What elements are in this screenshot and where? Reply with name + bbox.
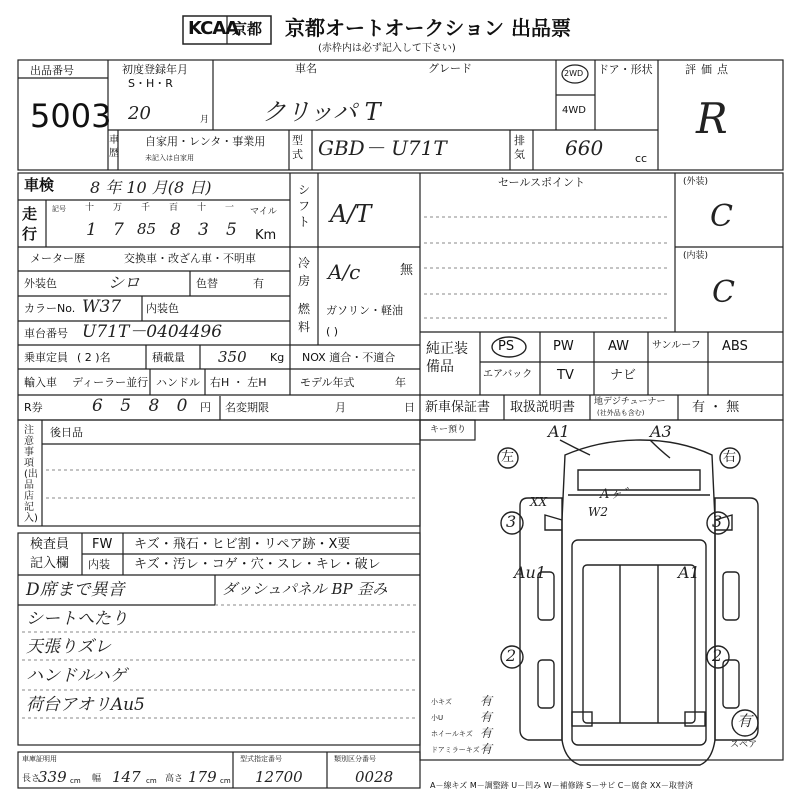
mileage-unit-2: 万 xyxy=(113,203,123,213)
interior-score-label: (内装) xyxy=(683,251,709,261)
reg-month-unit: 月 xyxy=(200,115,210,125)
small-scratch-value: 有 xyxy=(480,694,493,708)
mileage-digit: 8 xyxy=(170,220,181,240)
length-label: 長さ xyxy=(22,774,41,784)
inspector-label-2: 記入欄 xyxy=(30,556,70,571)
length-unit: cm xyxy=(70,777,81,785)
grade-label: グレード xyxy=(428,62,472,75)
width-unit: cm xyxy=(146,777,157,785)
recycle-label: R券 xyxy=(24,401,43,414)
small-u-label: 小U xyxy=(431,714,444,722)
ext-color-label: 外装色 xyxy=(24,277,57,290)
yes-no-label: 有 ・ 無 xyxy=(692,400,740,415)
model-label: 型式 xyxy=(292,134,303,161)
interior-inspect-label: 内装 xyxy=(88,558,110,571)
door-label: ドア・形状 xyxy=(598,63,653,76)
shift-label: シフト xyxy=(298,183,311,229)
ac-value: A/c xyxy=(328,260,361,284)
mileage-unit-4: 百 xyxy=(169,203,179,213)
left-side-label: 左 xyxy=(501,450,515,465)
history-label: 車歴 xyxy=(109,135,119,159)
width-value: 147 xyxy=(112,768,141,786)
capacity-value: ( 2 )名 xyxy=(77,351,111,364)
inspector-comment: シートへたり xyxy=(26,609,128,629)
mileage-digit: 85 xyxy=(137,220,157,238)
displacement-value: 660 xyxy=(565,136,604,160)
ac-label: 冷房 xyxy=(298,256,311,288)
width-label: 幅 xyxy=(92,774,102,784)
drive-2wd: 2WD xyxy=(564,69,584,78)
load-label: 積載量 xyxy=(152,351,185,364)
equip-aw: AW xyxy=(608,339,630,354)
warranty-label: 新車保証書 xyxy=(425,400,491,415)
reg-era: S・H・R xyxy=(128,77,173,90)
color-change-label: 色替 xyxy=(196,277,218,290)
lot-number: 5003 xyxy=(30,97,112,135)
mileage-digit: 3 xyxy=(198,220,209,240)
form-title: 京都オートオークション 出品票 xyxy=(285,16,571,40)
mileage-unit-0: 記号 xyxy=(52,205,66,213)
damage-mark: Au1 xyxy=(514,563,547,582)
inspector-comment: D席まで異音 xyxy=(26,580,125,600)
handle-label: ハンドル xyxy=(156,376,200,389)
class-no-value: 0028 xyxy=(355,768,394,786)
equip-pw: PW xyxy=(553,339,574,354)
mileage-label: 走行 xyxy=(22,205,38,243)
capacity-label: 乗車定員 xyxy=(24,351,68,364)
mirror-scratch-value: 有 xyxy=(480,742,493,756)
ext-color-value: シロ xyxy=(108,273,141,292)
inspector-comment: ハンドルハゲ xyxy=(26,666,127,686)
reg-year: 20 xyxy=(128,103,151,124)
class-no-label: 類別区分番号 xyxy=(334,755,376,763)
reg-label: 初度登録年月 xyxy=(122,63,188,76)
height-unit: cm xyxy=(220,777,231,785)
score-label: 評価点 xyxy=(685,63,733,76)
mileage-unit-3: 千 xyxy=(141,203,151,213)
damage-legend: A－線キズ M－調整跡 U－凹み W－補修跡 S－サビ C－腐食 XX－取替済 xyxy=(430,781,693,790)
color-change-value: 有 xyxy=(253,277,264,290)
color-code-value: W37 xyxy=(82,297,122,317)
height-label: 高さ xyxy=(165,774,184,784)
mirror-scratch-label: ドアミラーキズ xyxy=(431,746,480,754)
chassis-value: U71T－0404496 xyxy=(82,322,223,342)
equip-ps: PS xyxy=(498,339,515,354)
damage-mark: A1 xyxy=(548,422,570,441)
interior-color-label: 内装色 xyxy=(146,302,179,315)
shift-value: A/T xyxy=(330,200,372,228)
small-u-value: 有 xyxy=(480,710,493,724)
car-name-label: 車名 xyxy=(295,62,317,75)
cert-label: 車庫証明用 xyxy=(22,755,57,763)
chassis-label: 車台番号 xyxy=(24,327,68,340)
height-value: 179 xyxy=(188,768,217,786)
model-value: GBD－ U71T xyxy=(318,136,447,160)
model-year-unit: 年 xyxy=(395,376,406,389)
interior-legend: キズ・汚レ・コゲ・穴・スレ・キレ・破レ xyxy=(134,557,381,572)
damage-mark: Aヶ゛ xyxy=(600,487,636,502)
mileage-unit-1: 十 xyxy=(85,203,95,213)
type-no-value: 12700 xyxy=(255,768,303,786)
interior-score-value: C xyxy=(712,275,735,310)
mileage-unit-7: マイル xyxy=(250,207,277,217)
fw-legend: キズ・飛石・ヒビ割・リペア跡・X要 xyxy=(134,537,351,552)
digital-tuner-note: (社外品も含む) xyxy=(597,409,645,417)
exterior-score-value: C xyxy=(710,199,733,234)
displacement-label: 排気 xyxy=(514,134,525,161)
damage-mark: 3 xyxy=(712,512,723,531)
damage-mark: 3 xyxy=(506,512,517,531)
spare-label: スペア xyxy=(730,740,758,750)
damage-mark: 2 xyxy=(712,646,723,665)
nox-label: NOX 適合・不適合 xyxy=(302,351,396,364)
key-label: キー預り xyxy=(430,425,467,435)
spare-value: 有 xyxy=(737,712,753,730)
exterior-score-label: (外装) xyxy=(683,177,709,187)
damage-mark: A1 xyxy=(678,563,700,582)
wheel-scratch-value: 有 xyxy=(480,726,493,740)
history-note: 未記入は自家用 xyxy=(145,154,194,162)
mileage-digit: 1 xyxy=(86,220,97,240)
shaken-label: 車検 xyxy=(24,176,55,194)
mileage-unit-6: 一 xyxy=(225,203,235,213)
damage-mark: A3 xyxy=(650,422,672,441)
form-subtitle: (赤枠内は必ず記入して下さい) xyxy=(318,43,456,54)
fuel-label: 燃料 xyxy=(298,302,311,334)
damage-mark: 2 xyxy=(506,646,517,665)
small-scratch-label: 小キズ xyxy=(431,698,452,706)
name-change-day: 日 xyxy=(404,401,415,414)
digital-tuner-label: 地デジチューナー xyxy=(594,397,666,407)
kcaa-logo: KCAA xyxy=(188,18,239,39)
displacement-unit: cc xyxy=(635,152,648,165)
meter-options: 交換車・改ざん車・不明車 xyxy=(124,252,256,265)
equip-navi: ナビ xyxy=(610,368,637,383)
car-name-value: クリッパ T xyxy=(262,98,381,126)
dealer-label: ディーラー並行 xyxy=(72,376,149,389)
load-unit: Kg xyxy=(270,351,285,364)
type-no-label: 型式指定番号 xyxy=(240,755,282,763)
wheel-scratch-label: ホイールキズ xyxy=(431,730,473,738)
lot-label: 出品番号 xyxy=(30,64,74,77)
sales-title: セールスポイント xyxy=(498,176,586,189)
mileage-digit: 7 xyxy=(113,220,124,240)
equip-abs: ABS xyxy=(722,339,748,354)
load-value: 350 xyxy=(218,348,247,366)
drive-4wd: 4WD xyxy=(562,105,586,116)
manual-label: 取扱説明書 xyxy=(510,400,576,415)
recycle-value: 6 5 8 0 xyxy=(92,396,194,416)
history-options: 自家用・レンタ・事業用 xyxy=(145,135,266,148)
meter-label: メーター歴 xyxy=(30,252,85,265)
recycle-unit: 円 xyxy=(200,401,211,414)
inspector-comment-right: ダッシュパネル BP 歪み xyxy=(222,580,388,598)
name-change-month: 月 xyxy=(335,401,346,414)
name-change-label: 名変期限 xyxy=(225,401,269,414)
inspector-label-1: 検査員 xyxy=(30,537,70,552)
fuel-value: ガソリン・軽油 xyxy=(326,304,403,317)
equip-tv: TV xyxy=(557,368,574,383)
mileage-digit: 5 xyxy=(226,220,237,240)
import-label: 輸入車 xyxy=(24,376,57,389)
later-date-label: 後日品 xyxy=(50,426,83,439)
equip-airbag: エアバック xyxy=(483,369,533,380)
logo-city: 京都 xyxy=(232,20,263,38)
damage-mark: XX xyxy=(530,495,548,509)
shaken-value: 8 年 10 月(8 日) xyxy=(90,178,212,197)
damage-mark: W2 xyxy=(588,505,608,519)
color-code-label: カラーNo. xyxy=(24,302,76,315)
model-year-label: モデル年式 xyxy=(300,376,355,389)
length-value: 339 xyxy=(38,768,67,786)
right-side-label: 右 xyxy=(723,450,737,465)
handle-value: 右H ・ 左H xyxy=(210,376,267,389)
score-value: R xyxy=(696,94,728,143)
equip-sunroof: サンルーフ xyxy=(652,340,701,351)
inspector-comment: 荷台アオリAu5 xyxy=(26,695,145,715)
fuel-paren: ( ) xyxy=(326,325,339,338)
notes-label: 注意事項(出品店記入) xyxy=(24,425,38,524)
mileage-km: Km xyxy=(255,228,277,243)
fw-label: FW xyxy=(92,537,113,552)
mileage-unit-5: 十 xyxy=(197,203,207,213)
inspector-comment: 天張りズレ xyxy=(26,637,111,657)
equipment-label: 純正装備品 xyxy=(426,341,468,375)
ac-none: 無 xyxy=(400,263,414,278)
